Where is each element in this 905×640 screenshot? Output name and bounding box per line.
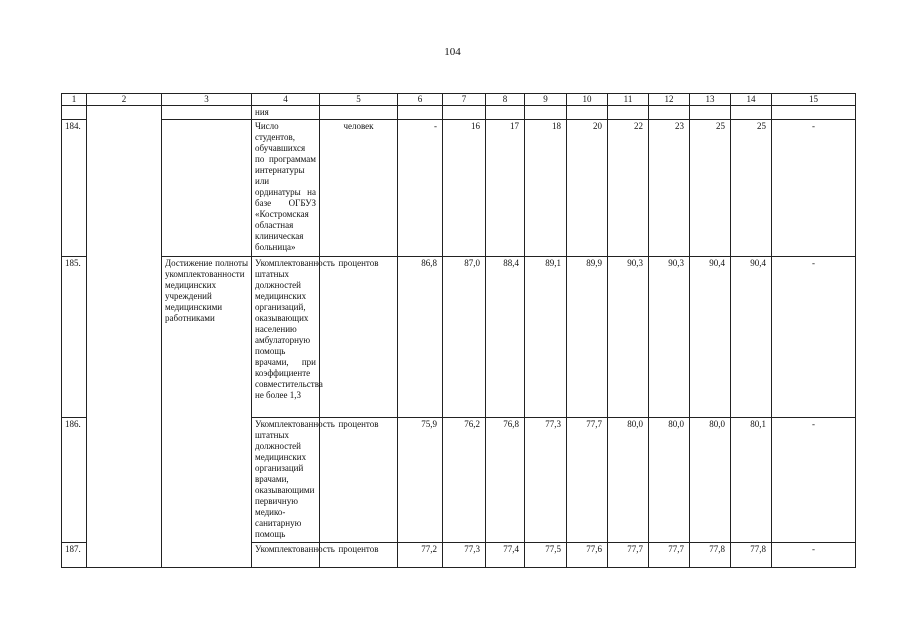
value-cell: 90,3: [649, 257, 690, 418]
value-cell: 76,8: [486, 418, 525, 543]
value-cell: 90,3: [608, 257, 649, 418]
value-cell: 77,3: [443, 543, 486, 568]
column-number: 12: [649, 94, 690, 106]
value-cell: 77,4: [486, 543, 525, 568]
value-cell: 77,8: [731, 543, 772, 568]
column-number: 5: [320, 94, 398, 106]
task-cell: Достижение полноты укомплектованности медицинских учреждений медицинскими работниками: [162, 257, 252, 568]
value-cell: 20: [567, 120, 608, 257]
column-numbers-row: [62, 94, 856, 106]
row-number: 185.: [62, 257, 87, 418]
value-cell: 87,0: [443, 257, 486, 418]
column-number: 1: [62, 94, 87, 106]
unit: процентов: [320, 257, 398, 418]
value-cell: 77,7: [608, 543, 649, 568]
indicator-name: Укомплектованность штатных должностей медицинских организаций, оказывающих населению амбулаторную помощь врачами, при коэффициенте совместительства не более 1,3: [252, 257, 320, 418]
notes-cell: -: [772, 543, 856, 568]
indicator-name: Укомплектованность: [252, 543, 320, 568]
row-number: 184.: [62, 120, 87, 257]
continuation-row: [62, 106, 856, 120]
column-number: 14: [731, 94, 772, 106]
task-cell: [162, 120, 252, 257]
row-number: 187.: [62, 543, 87, 568]
value-cell: 80,1: [731, 418, 772, 543]
value-cell: 86,8: [398, 257, 443, 418]
value-cell: 23: [649, 120, 690, 257]
table-row: [62, 257, 856, 418]
value-cell: 77,7: [649, 543, 690, 568]
unit: процентов: [320, 543, 398, 568]
value-cell: 77,8: [690, 543, 731, 568]
column-number: 3: [162, 94, 252, 106]
table-row: [62, 120, 856, 257]
value-cell: 77,3: [525, 418, 567, 543]
column-number: 4: [252, 94, 320, 106]
column-2-merged-cell: [87, 106, 162, 568]
column-number: 11: [608, 94, 649, 106]
value-cell: -: [398, 120, 443, 257]
indicator-name: Укомплектованность штатных должностей медицинских организаций врачами, оказывающими первичную медико-санитарную помощь: [252, 418, 320, 543]
value-cell: 88,4: [486, 257, 525, 418]
value-cell: 80,0: [608, 418, 649, 543]
notes-cell: -: [772, 257, 856, 418]
value-cell: 25: [731, 120, 772, 257]
notes-cell: -: [772, 418, 856, 543]
column-number: 7: [443, 94, 486, 106]
value-cell: 77,6: [567, 543, 608, 568]
value-cell: 80,0: [690, 418, 731, 543]
column-number: 10: [567, 94, 608, 106]
column-number: 2: [87, 94, 162, 106]
value-cell: 75,9: [398, 418, 443, 543]
value-cell: 89,1: [525, 257, 567, 418]
value-cell: 76,2: [443, 418, 486, 543]
column-number: 6: [398, 94, 443, 106]
value-cell: 77,7: [567, 418, 608, 543]
unit: человек: [320, 120, 398, 257]
value-cell: 90,4: [731, 257, 772, 418]
value-cell: 90,4: [690, 257, 731, 418]
value-cell: 77,5: [525, 543, 567, 568]
column-number: 15: [772, 94, 856, 106]
row-number: 186.: [62, 418, 87, 543]
value-cell: 25: [690, 120, 731, 257]
indicator-name: Число студентов, обучавшихся по программам интернатуры или ординатуры на базе ОГБУЗ «Костромская областная клиническая больница»: [252, 120, 320, 257]
page-number: 104: [444, 46, 461, 58]
notes-cell: -: [772, 120, 856, 257]
value-cell: 89,9: [567, 257, 608, 418]
value-cell: 17: [486, 120, 525, 257]
column-number: 13: [690, 94, 731, 106]
indicators-table: [61, 93, 856, 568]
value-cell: 77,2: [398, 543, 443, 568]
column-number: 9: [525, 94, 567, 106]
value-cell: 22: [608, 120, 649, 257]
value-cell: 16: [443, 120, 486, 257]
unit: процентов: [320, 418, 398, 543]
value-cell: 80,0: [649, 418, 690, 543]
continued-text: ния: [252, 106, 320, 120]
value-cell: 18: [525, 120, 567, 257]
column-number: 8: [486, 94, 525, 106]
